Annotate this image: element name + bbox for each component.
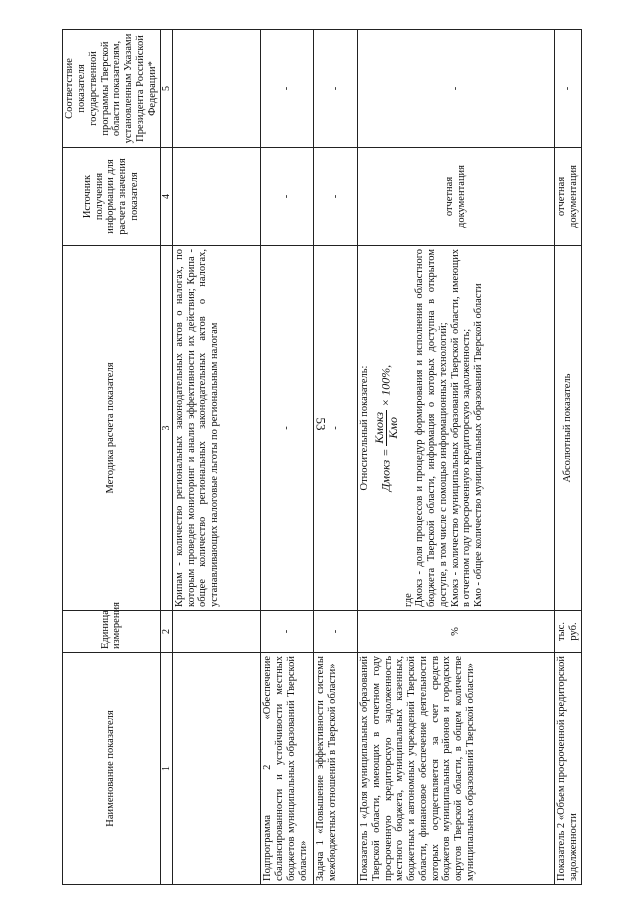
header-source: Источник получения информации для расчета значения показателя [63,148,161,246]
table-row [172,30,261,885]
row3-where: где [402,593,414,607]
header-name: Наименование показателя [63,653,161,885]
formula-left: Дмокз = [378,445,393,492]
header-unit: Единица измерения [63,611,161,653]
column-number: 5 [160,30,172,148]
row0-source [172,148,261,246]
row3-name: Показатель 1 «Доля муниципальных образований Тверской области, имеющих в отчетном году просроченную кредиторскую задолженность местного бюджета, муниципальных казенных, бюджетных и автономных учреждений Тверской области, финансовое обеспечение деятельности которых осуществляется за счет средств бюджетов муниципальных районов и городских округов Тверской области, в общем количестве муниципальных образований Тверской области» [358,653,555,885]
row1-name: Подпрограмма 2 «Обеспечение сбалансированности и устойчивости местных бюджетов муниципальных образований Тверской области» [261,653,313,885]
table-row [261,30,313,885]
row2-source: - [313,148,357,246]
landscape-table-wrapper [62,30,582,885]
row4-unit: тыс. руб. [555,611,582,653]
row2-compliance: - [313,30,357,148]
row0-compliance [172,30,261,148]
header-row [63,30,161,885]
indicators-table [62,29,582,885]
row0-unit [172,611,261,653]
formula-fraction [373,410,401,446]
row2-unit: - [313,611,357,653]
row3-def1: Дмокз - доля процессов и процедур формирования и исполнения областного бюджета Тверской области, информация о которых доступна в открытом доступе, в том числе с помощью информационных технологий; [414,249,449,607]
row4-source: отчетная документация [555,148,582,246]
column-number: 1 [160,653,172,885]
row0-name [172,653,261,885]
row1-source: - [261,148,313,246]
row1-compliance: - [261,30,313,148]
row2-name: Задача 1 «Повышение эффективности системы межбюджетных отношений в Тверской области» [313,653,357,885]
row3-method [358,246,555,611]
formula-right: × 100%, [378,364,393,407]
header-method: Методика расчета показателя [63,246,161,611]
row4-name: Показатель 2 «Объем просроченной кредиторской задолженности [555,653,582,885]
formula-numerator: Кмокз [371,411,386,444]
table-row [313,30,357,885]
row4-method: Абсолютный показатель [555,246,582,611]
row3-def3: Кмо - общее количество муниципальных образований Тверской области [473,283,485,607]
column-number: 4 [160,148,172,246]
table-row [555,30,582,885]
row0-method: Крипам - количество региональных законодательных актов о налогах, по которым проведен мониторинг и анализ эффективности их действия; Крипа - общее количество региональных законодательных актов о налогах, устанавливающих налоговые льготы по региональным налогам [172,246,261,611]
table-row [358,30,555,885]
row3-formula [373,249,401,607]
header-compliance: Соответствие показателя государственной программы Тверской области показателям, установленным Указами Президента Российской Федерации* [63,30,161,148]
row3-unit: % [358,611,555,653]
column-number-row [160,30,172,885]
row4-compliance: - [555,30,582,148]
formula-denominator: Кмо [386,416,401,439]
column-number: 3 [160,246,172,611]
row1-unit: - [261,611,313,653]
row3-def2: Кмокз - количество муниципальных образований Тверской области, имеющих в отчетном году просроченную кредиторскую задолженность; [449,249,473,607]
row3-method-intro: Относительный показатель: [359,365,371,491]
row2-method: - [313,246,357,611]
row3-source: отчетная документация [358,148,555,246]
row1-method: - [261,246,313,611]
page-number: 53 [313,417,329,431]
row3-compliance: - [358,30,555,148]
column-number: 2 [160,611,172,653]
